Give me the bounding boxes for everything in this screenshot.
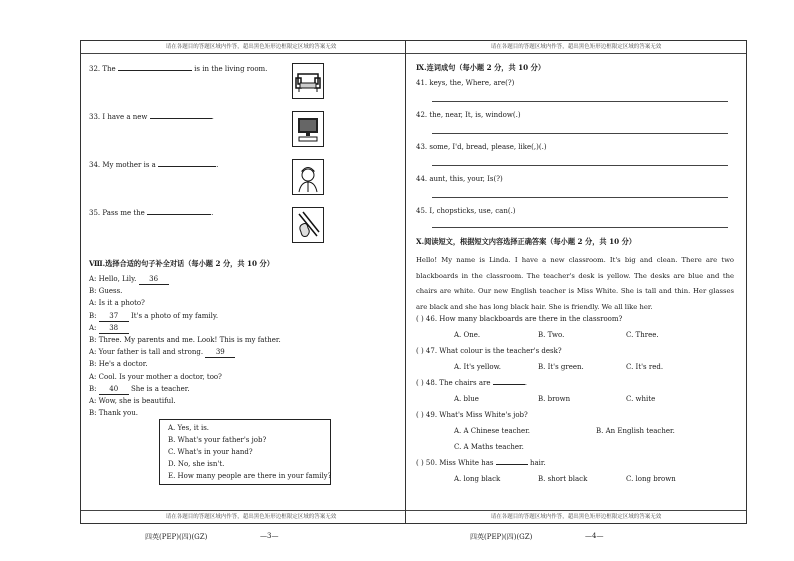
- answer-paren-49[interactable]: ( ): [416, 411, 424, 419]
- dialogue-blank-39[interactable]: 39: [205, 348, 235, 358]
- nurse-icon: [292, 159, 324, 195]
- answer-blank-48[interactable]: [493, 384, 525, 385]
- dialogue-blank-37[interactable]: 37: [99, 312, 129, 322]
- q47-option-b: B. It's green.: [538, 363, 584, 371]
- question-48: ( ) 48. The chairs are .: [416, 379, 527, 387]
- answer-line-42[interactable]: [432, 133, 728, 134]
- dialogue-line: B: Three. My parents and me. Look! This is my father.: [89, 336, 281, 344]
- answer-line-43[interactable]: [432, 165, 728, 166]
- q50-option-b: B. short black: [538, 475, 588, 483]
- question-46: ( ) 46. How many blackboards are there in the classroom?: [416, 315, 623, 323]
- question-47: ( ) 47. What colour is the teacher's desk?: [416, 347, 562, 355]
- dialogue-line: B: 37 It's a photo of my family.: [89, 311, 219, 320]
- q47-option-c: C. It's red.: [626, 363, 664, 371]
- answer-blank-34[interactable]: [158, 166, 216, 167]
- question-45: 45. I, chopsticks, use, can(.): [416, 207, 516, 215]
- reading-passage: Hello! My name is Linda. I have a new classroom. It's big and clean. There are two blackboards in the classroom. The teacher's desk is yellow. The desks are blue and the chairs are white. Our new English teacher is Miss White. She is tall and thin. Her glasses are black and she has long black hair. She is friendly. We all like her.: [416, 256, 734, 311]
- dialogue-line: B: He's a doctor.: [89, 360, 148, 369]
- answer-line-44[interactable]: [432, 197, 728, 198]
- section-8-title: Ⅷ.选择合适的句子补全对话（每小题 2 分，共 10 分）: [89, 259, 274, 268]
- q48-option-b: B. brown: [538, 395, 571, 403]
- dialogue-line: A: Hello, Lily. 36: [89, 275, 169, 285]
- option-c: C. What's in your hand?: [168, 448, 253, 456]
- q49-option-b: B. An English teacher.: [596, 427, 675, 435]
- dialogue-blank-36[interactable]: 36: [139, 275, 169, 285]
- question-35: 35. Pass me the .: [89, 209, 214, 217]
- q46-option-c: C. Three.: [626, 331, 659, 339]
- sofa-icon: [292, 63, 324, 99]
- page-footer-notice: 请在各题目的答题区域内作答，超出黑色矩形边框限定区域的答案无效: [81, 510, 421, 523]
- question-42: 42. the, near, It, is, window(.): [416, 111, 521, 119]
- q49-option-c: C. A Maths teacher.: [454, 443, 524, 451]
- question-43: 43. some, I'd, bread, please, like(,)(.): [416, 143, 547, 151]
- page-4-number: —4—: [585, 532, 604, 540]
- option-b: B. What's your father's job?: [168, 436, 267, 444]
- page-4-code: 四英(PEP)(四)(GZ): [470, 533, 533, 541]
- question-34: 34. My mother is a .: [89, 161, 219, 169]
- question-50: ( ) 50. Miss White has hair.: [416, 459, 546, 467]
- dialogue-options-box: [159, 419, 331, 485]
- answer-paren-47[interactable]: ( ): [416, 347, 424, 355]
- question-41: 41. keys, the, Where, are(?): [416, 79, 515, 87]
- page-footer-notice: 请在各题目的答题区域内作答，超出黑色矩形边框限定区域的答案无效: [406, 510, 746, 523]
- answer-paren-50[interactable]: ( ): [416, 459, 424, 467]
- answer-line-41[interactable]: [432, 101, 728, 102]
- dialogue-line: B: 40 She is a teacher.: [89, 384, 190, 393]
- question-49: ( ) 49. What's Miss White's job?: [416, 411, 528, 419]
- dialogue-line: A: Is it a photo?: [89, 299, 145, 308]
- answer-line-45[interactable]: [432, 227, 728, 228]
- answer-sheet-page-4: [405, 40, 747, 524]
- answer-blank-50[interactable]: [496, 464, 528, 465]
- computer-icon: [292, 111, 324, 147]
- answer-sheet-page-3: [80, 40, 422, 524]
- answer-blank-32[interactable]: [118, 70, 192, 71]
- q46-option-b: B. Two.: [538, 331, 565, 339]
- page-3-number: —3—: [260, 532, 279, 540]
- answer-paren-46[interactable]: ( ): [416, 315, 424, 323]
- dialogue-line: A: Cool. Is your mother a doctor, too?: [89, 372, 222, 381]
- dialogue-line: B: Guess.: [89, 287, 123, 296]
- dialogue-blank-38[interactable]: 38: [99, 324, 129, 334]
- dialogue-line: B: Thank you.: [89, 409, 138, 418]
- answer-blank-33[interactable]: [150, 118, 212, 119]
- option-d: D. No, she isn't.: [168, 460, 225, 468]
- option-e: E. How many people are there in your family?: [168, 472, 332, 480]
- page-header-notice: 请在各题目的答题区域内作答，超出黑色矩形边框限定区域的答案无效: [406, 41, 746, 54]
- chopsticks-icon: [292, 207, 324, 243]
- option-a: A. Yes, it is.: [168, 424, 210, 432]
- answer-paren-48[interactable]: ( ): [416, 379, 424, 387]
- page-header-notice: 请在各题目的答题区域内作答，超出黑色矩形边框限定区域的答案无效: [81, 41, 421, 54]
- dialogue-blank-40[interactable]: 40: [99, 385, 129, 395]
- dialogue-line: A: Wow, she is beautiful.: [89, 397, 176, 405]
- dialogue-line: A: Your father is tall and strong. 39: [89, 348, 235, 358]
- question-32: 32. The is in the living room.: [89, 65, 268, 73]
- q47-option-a: A. It's yellow.: [454, 363, 502, 371]
- q50-option-c: C. long brown: [626, 475, 676, 483]
- q50-option-a: A. long black: [454, 475, 501, 483]
- q48-option-a: A. blue: [454, 395, 479, 403]
- page-3-code: 四英(PEP)(四)(GZ): [145, 533, 208, 541]
- q49-option-a: A. A Chinese teacher.: [454, 427, 531, 435]
- question-44: 44. aunt, this, your, Is(?): [416, 175, 503, 183]
- answer-blank-35[interactable]: [147, 214, 211, 215]
- q46-option-a: A. One.: [454, 331, 481, 339]
- section-9-title: Ⅸ.连词成句（每小题 2 分，共 10 分）: [416, 63, 546, 72]
- dialogue-line: A: 38: [89, 324, 129, 334]
- section-10-title: Ⅹ.阅读短文，根据短文内容选择正确答案（每小题 2 分，共 10 分）: [416, 237, 636, 246]
- q48-option-c: C. white: [626, 395, 656, 403]
- question-33: 33. I have a new .: [89, 113, 214, 121]
